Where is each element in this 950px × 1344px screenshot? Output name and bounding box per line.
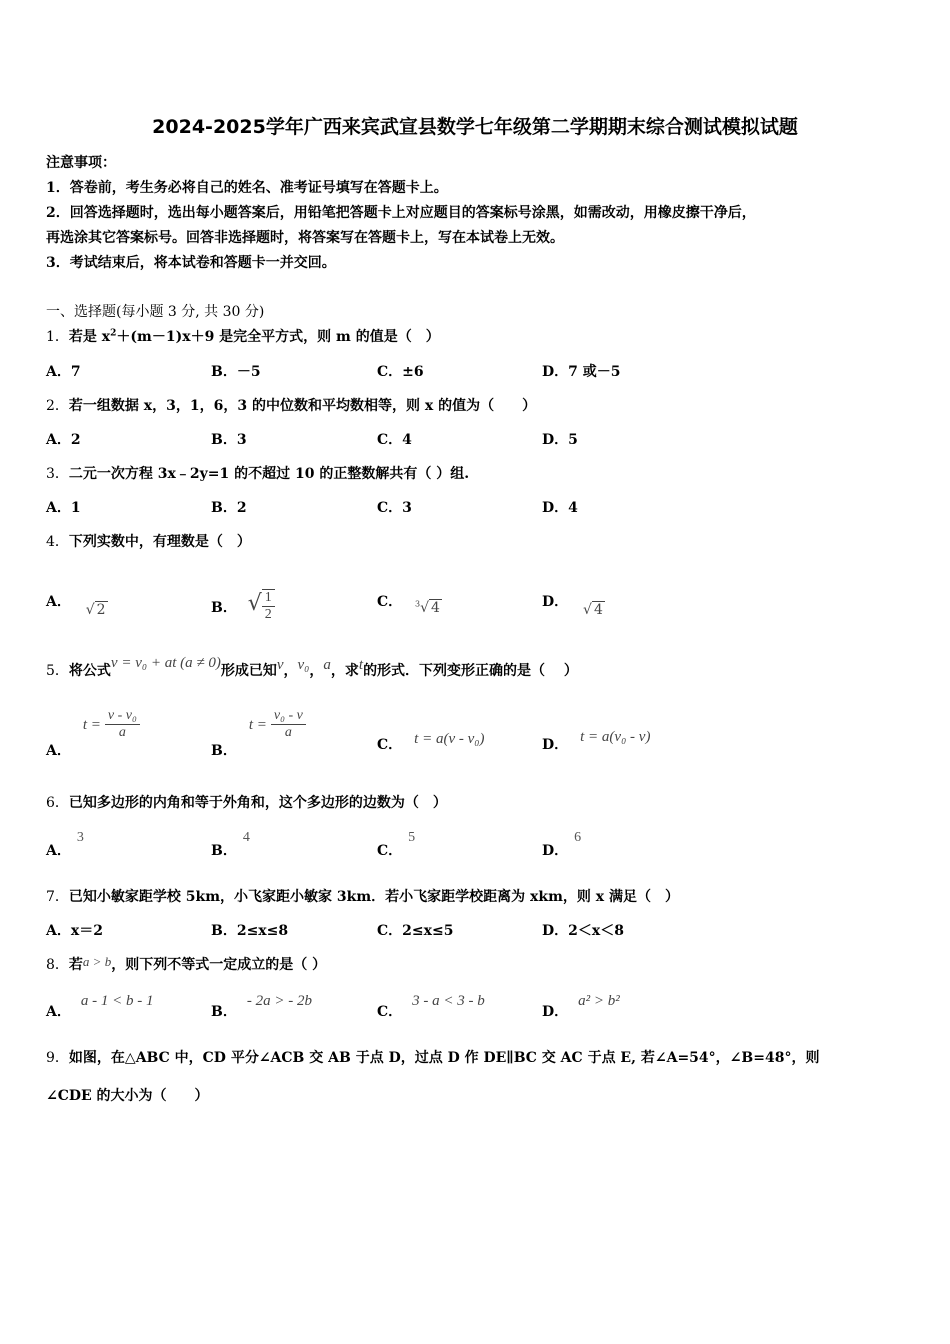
notice-item-1: 1．答卷前，考生务必将自己的姓名、准考证号填写在答题卡上。 [46,180,448,196]
q2-text: 若一组数据 x，3，1，6，3 的中位数和平均数相等，则 x 的值为（ ） [68,398,537,414]
q3-option-b[interactable]: B．2 [211,500,247,516]
q4-c-cbrt: $^3$√ 4 [415,599,440,616]
question-9-cont: ∠CDE 的大小为（ ） [46,1088,209,1104]
q4-label-b: B． [211,600,237,616]
section-heading: 一、选择题(每小题 3 分, 共 30 分) [46,304,265,320]
q5-option-a[interactable]: A．t = $\frac{\text{v - v₀}}{a}$ [46,708,140,741]
q1-number: 1． [46,329,69,345]
question-8: 8．若a > b，则下列不等式一定成立的是（ ） [46,954,327,973]
q6-number: 6． [46,795,69,811]
question-1 [46,326,440,346]
q4-text: 下列实数中，有理数是（ ） [68,534,251,550]
q1-option-a[interactable]: A．7 [46,364,81,380]
q7-text: 已知小敏家距学校 5km，小飞家距小敏家 3km．若小飞家距学校距离为 xkm，则 x 满足（ ） [68,889,680,905]
q7-option-c[interactable]: C．2≤x≤5 [377,923,454,939]
q4-number: 4． [46,534,69,550]
notice-item-2: 2．回答选择题时，选出每小题答案后，用铅笔把答题卡上对应题目的答案标号涂黑，如需改动，用橡皮擦干净后， [46,205,756,221]
notice-item-2-cont: 再选涂其它答案标号。回答非选择题时，将答案写在答题卡上，写在本试卷上无效。 [46,230,564,246]
q2-option-d[interactable]: D．5 [542,432,578,448]
q2-option-b[interactable]: B．3 [211,432,247,448]
q5-option-d[interactable]: D． t = a(v₀ - v) [542,729,651,753]
q2-option-c[interactable]: C．4 [377,432,412,448]
q4-option-c[interactable] [377,591,442,616]
q1-sup: 2 [110,328,117,339]
q3-option-c[interactable]: C．3 [377,500,412,516]
question-2 [46,395,536,415]
q2-option-a[interactable]: A．2 [46,432,81,448]
q6-option-a[interactable]: A．3 [46,830,84,859]
question-5: 5．将公式v = v₀ + at (a ≠ 0)形成已知v，v₀，a，求t的形式．下列变形正确的是（ ） [46,655,578,679]
q4-option-d[interactable] [542,591,605,618]
q9-number: 9． [46,1050,69,1066]
q3-number: 3． [46,466,69,482]
q5-option-b[interactable]: B．t = $\frac{\text{v₀ - v}}{a}$ [211,708,306,741]
q4-option-a[interactable] [46,591,108,618]
q1-option-d[interactable]: D．7 或－5 [542,364,621,380]
q4-label-c: C． [377,594,403,610]
q8-number: 8． [46,957,69,973]
notice-item-3: 3．考试结束后，将本试卷和答题卡一并交回。 [46,255,336,271]
q7-number: 7． [46,889,69,905]
q9-line-1: 如图，在△ABC 中，CD 平分∠ACB 交 AB 于点 D，过点 D 作 DE∥BC 交 AC 于点 E, 若∠A=54°，∠B=48°，则 [68,1050,820,1066]
q1-text-a: 若是 x [68,329,111,345]
q6-text: 已知多边形的内角和等于外角和，这个多边形的边数为（ ） [68,795,447,811]
question-7 [46,886,679,906]
q1-text-b: ＋(m－1)x＋9 是完全平方式，则 m 的值是（ ） [116,329,440,345]
q8-option-a[interactable]: A．a - 1 < b - 1 [46,993,154,1020]
page-title: 2024-2025学年广西来宾武宣县数学七年级第二学期期末综合测试模拟试题 [152,116,798,138]
q8-option-b[interactable]: B．- 2a > - 2b [211,993,312,1020]
q7-option-b[interactable]: B．2≤x≤8 [211,923,289,939]
q4-label-a: A． [46,594,71,610]
q2-number: 2． [46,398,69,414]
q3-option-d[interactable]: D．4 [542,500,578,516]
q6-option-b[interactable]: B．4 [211,830,250,859]
q6-option-c[interactable]: C．5 [377,830,416,859]
q6-option-d[interactable]: D．6 [542,830,582,859]
q4-a-sqrt: √ 2 [85,602,106,618]
q8-option-c[interactable]: C．3 - a < 3 - b [377,993,485,1020]
q5-option-c[interactable]: C． t = a(v - v₀) [377,731,485,753]
q7-option-d[interactable]: D．2＜x＜8 [542,923,624,939]
question-9 [46,1047,819,1067]
q4-label-d: D． [542,594,569,610]
q4-d-sqrt: √ 4 [583,602,603,618]
q8-condition: a > b [82,954,112,969]
question-6 [46,792,447,812]
q5-formula: v = v₀ + at (a ≠ 0) [110,655,221,671]
q1-option-c[interactable]: C．±6 [377,364,424,380]
q1-option-b[interactable]: B．－5 [211,364,261,380]
q7-option-a[interactable]: A．x＝2 [46,923,103,939]
q3-option-a[interactable]: A．1 [46,500,81,516]
q4-b-sqrt: √ [247,591,262,616]
question-4 [46,531,251,551]
q8-option-d[interactable]: D．a² > b² [542,993,620,1020]
question-3 [46,463,469,483]
q5-number: 5． [46,663,69,679]
notice-heading: 注意事项： [46,155,116,171]
q4-option-b[interactable]: B． √ $\frac{1}{2}$ [211,591,275,625]
q3-text: 二元一次方程 3x﹣2y=1 的不超过 10 的正整数解共有（ ）组. [68,466,470,482]
